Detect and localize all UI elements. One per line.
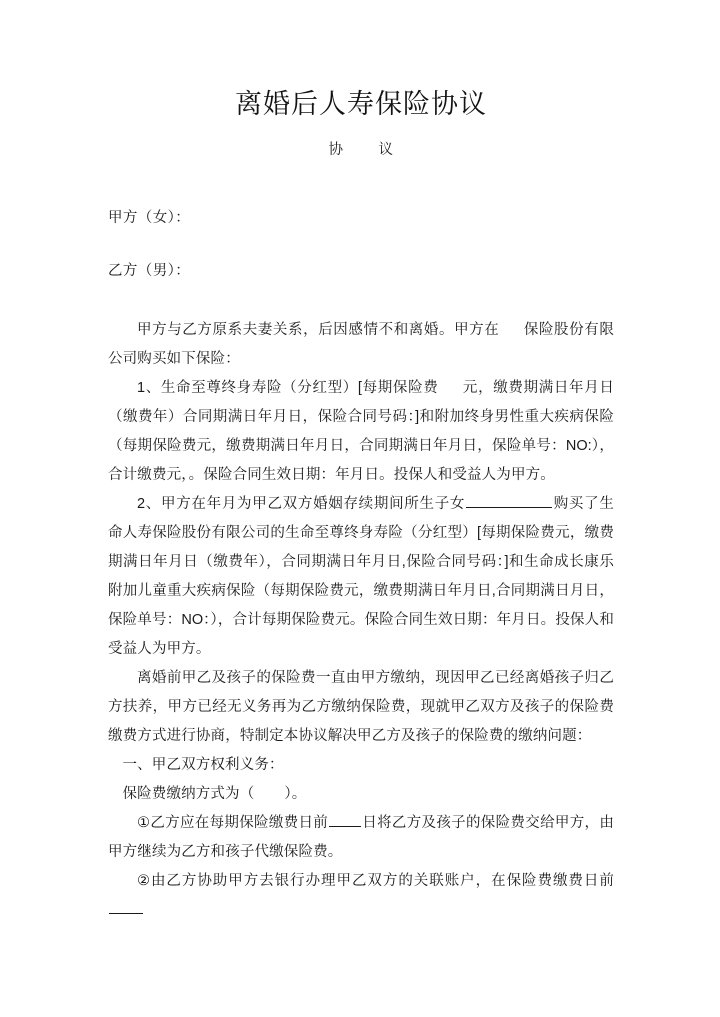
page-title: 离婚后人寿保险协议 (235, 89, 487, 119)
text-run: ）。 (284, 785, 307, 802)
subtitle-right-char: 议 (378, 141, 394, 158)
subtitle-left-char: 协 (328, 141, 344, 158)
document-body (108, 0, 614, 925)
text-run: ），合计每期保险费元。保险合同生效日期：年月日。投保人和受益人为甲方。 (108, 611, 615, 657)
party-block (108, 204, 614, 286)
paragraph-list (108, 316, 614, 925)
policy-number-prefix: NO： (181, 611, 211, 628)
text-run: 保险股份有限公司购买如下保险： (108, 321, 614, 367)
paragraph-section-one (108, 751, 614, 780)
paragraph-payment-method (108, 780, 614, 809)
paragraph-item-1 (108, 374, 614, 490)
paragraph-clause-1 (108, 809, 614, 867)
text-run: ），合计缴费元，。保险合同生效日期：年月日。投保人和受益人为甲方。 (108, 437, 614, 483)
paragraph-intro (108, 316, 614, 374)
policy-number-prefix: NO: (565, 437, 592, 454)
fill-in-blank-days-trailing (109, 899, 143, 914)
document-subtitle (108, 122, 614, 159)
paragraph-clause-2 (108, 867, 614, 925)
party-b-label: 乙方（男）： (108, 262, 191, 279)
text-run: 购买了生命人寿保险股份有限公司的生命至尊终身寿险（分红型）[每期保险费元，缴费期满日年月日（缴费年），合同期满日年月日,保险合同号码：]和生命成长康乐附加儿童重大疾病保险（每期保险费元，缴费期满日年月日,合同期满日月日，保险单号： (108, 495, 614, 628)
fill-in-blank-child-name (466, 493, 552, 508)
text-run: 日将乙方及孩子的保险费交给甲方，由甲方继续为乙方和孩子代缴保险费。 (108, 814, 614, 860)
text-run: 1、生命至尊终身寿险（分红型）[每期保险费 (137, 379, 439, 396)
fill-in-blank-days (329, 812, 361, 827)
text-run: 离婚前甲乙及孩子的保险费一直由甲方缴纳，现因甲乙已经离婚孩子归乙方扶养，甲方已经无义务再为乙方缴纳保险费，现就甲乙双方及孩子的保险费缴费方式进行协商，特制定本协议解决甲乙方及孩子的保险费的缴纳问题： (108, 669, 614, 744)
text-run: 一、甲乙双方权利义务： (122, 756, 284, 773)
paragraph-background (108, 664, 614, 751)
party-a-label: 甲方（女）： (108, 209, 191, 226)
text-run: 2、甲方在年月为甲乙双方婚姻存续期间所生子女 (137, 495, 466, 512)
paragraph-item-2 (108, 490, 614, 664)
text-run: ②由乙方协助甲方去银行办理甲乙双方的关联账户，在保险费缴费日前 (137, 872, 614, 889)
text-run: 元，缴费期满日年月日（缴费年）合同期满日年月日，保险合同号码：]和附加终身男性重大疾病保险（每期保险费元，缴费期满日年月日，合同期满日年月日，保险单号： (108, 379, 615, 454)
text-run: ①乙方应在每期保险缴费日前 (137, 814, 329, 831)
text-run: 保险费缴纳方式为（ (122, 785, 255, 802)
text-run: 甲方与乙方原系夫妻关系，后因感情不和离婚。甲方在 (137, 321, 500, 338)
